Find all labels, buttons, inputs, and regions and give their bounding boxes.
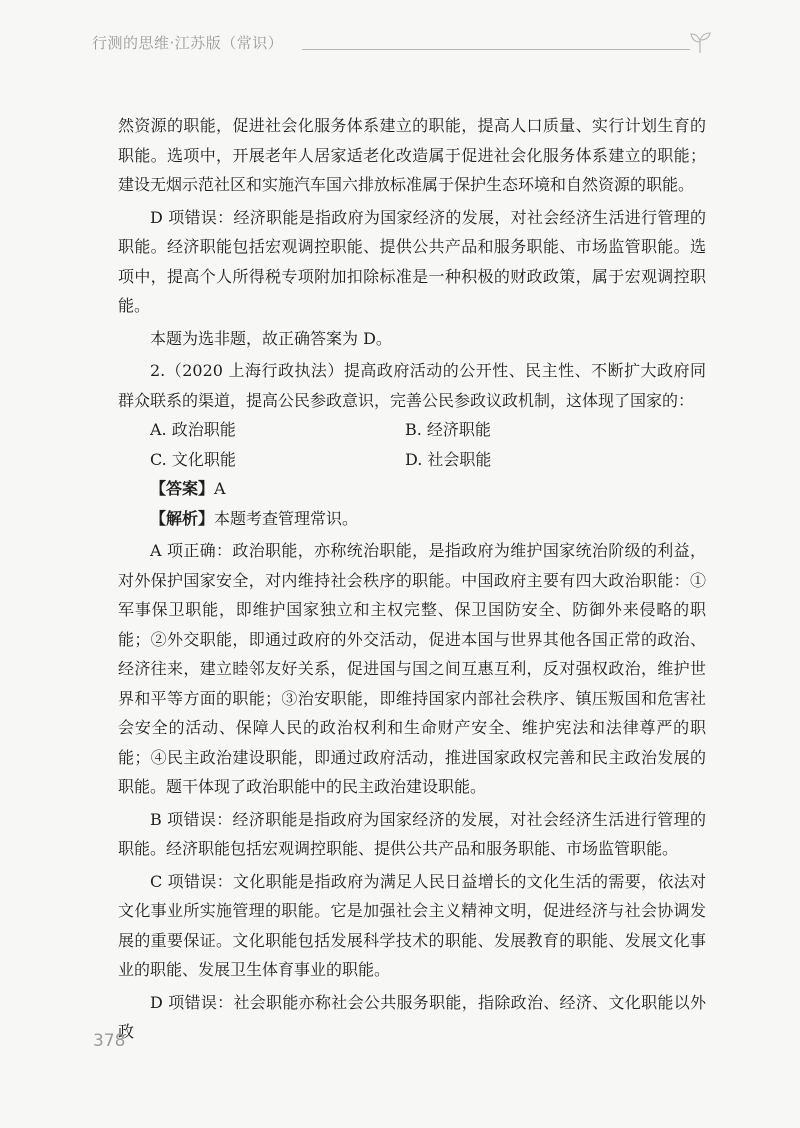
paragraph-option-c: C 项错误：文化职能是指政府为满足人民日益增长的文化生活的需要，依法对文化事业所实施管理的职能。它是加强社会主义精神文明，促进经济与社会协调发展的重要保证。文化职能包括发展科学技术的职能、发展教育的职能、发展文化事业的职能、发展卫生体育事业的职能。 bbox=[118, 871, 706, 979]
paragraph-continued: 然资源的职能，促进社会化服务体系建立的职能，提高人口质量、实行计划生育的职能。选项中，开展老年人居家适老化改造属于促进社会化服务体系建立的职能；建设无烟示范社区和实施汽车国六排放标准属于保护生态环境和自然资源的职能。 bbox=[118, 116, 706, 194]
paragraph-option-b: B 项错误：经济职能是指政府为国家经济的发展，对社会经济生活进行管理的职能。经济职能包括宏观调控职能、提供公共产品和服务职能、市场监管职能。 bbox=[118, 809, 706, 858]
option-b: B. 经济职能 bbox=[405, 420, 491, 439]
page-number: 378 bbox=[93, 1031, 126, 1051]
paragraph-conclusion: 本题为选非题，故正确答案为 D。 bbox=[150, 328, 392, 348]
option-a: A. 政治职能 bbox=[150, 420, 236, 439]
running-header bbox=[92, 32, 712, 56]
answer-line bbox=[118, 474, 706, 504]
analysis-text: 本题考查管理常识。 bbox=[214, 508, 359, 528]
page-body bbox=[118, 111, 706, 1047]
analysis-label: 【解析】 bbox=[150, 508, 215, 528]
paragraph-option-d-wrong: D 项错误：经济职能是指政府为国家经济的发展，对社会经济生活进行管理的职能。经济职能包括宏观调控职能、提供公共产品和服务职能、市场监管职能。选项中，提高个人所得税专项附加扣除标准是一种积极的财政政策，属于宏观调控职能。 bbox=[118, 207, 706, 315]
option-c: C. 文化职能 bbox=[150, 449, 236, 469]
paragraph-option-d: D 项错误：社会职能亦称社会公共服务职能，指除政治、经济、文化职能以外政 bbox=[118, 992, 706, 1041]
header-rule bbox=[302, 49, 690, 50]
analysis-line bbox=[118, 504, 706, 534]
answer-label: 【答案】 bbox=[150, 479, 215, 498]
paragraph-option-a: A 项正确：政治职能，亦称统治职能，是指政府为维护国家统治阶级的利益，对外保护国家安全，对内维持社会秩序的职能。中国政府主要有四大政治职能：①军事保卫职能，即维护国家独立和主权完整、保卫国防安全、防御外来侵略的职能；②外交职能，即通过政府的外交活动，促进本国与世界其他各国正常的政治、经济往来，建立睦邻友好关系，促进国与国之间互惠互利，反对强权政治，维护世界和平等方面的职能；③治安职能，即维持国家内部社会秩序、镇压叛国和危害社会安全的活动、保障人民的政治权利和生命财产安全、维护宪法和法律尊严的职能；④民主政治建设职能，即通过政府活动，推进国家政权完善和民主政治发展的职能。题干体现了政治职能中的民主政治建设职能。 bbox=[118, 541, 706, 796]
answer-value: A bbox=[214, 479, 226, 498]
question-2-stem: 2.（2020 上海行政执法）提高政府活动的公开性、民主性、不断扩大政府同群众联系的渠道，提高公民参政意识，完善公民参政议政机制，这体现了国家的： bbox=[118, 361, 706, 410]
question-2-options bbox=[118, 415, 706, 474]
header-title: 行测的思维·江苏版（常识） bbox=[92, 34, 284, 52]
option-d: D. 社会职能 bbox=[405, 449, 492, 469]
sprout-icon bbox=[688, 30, 712, 54]
